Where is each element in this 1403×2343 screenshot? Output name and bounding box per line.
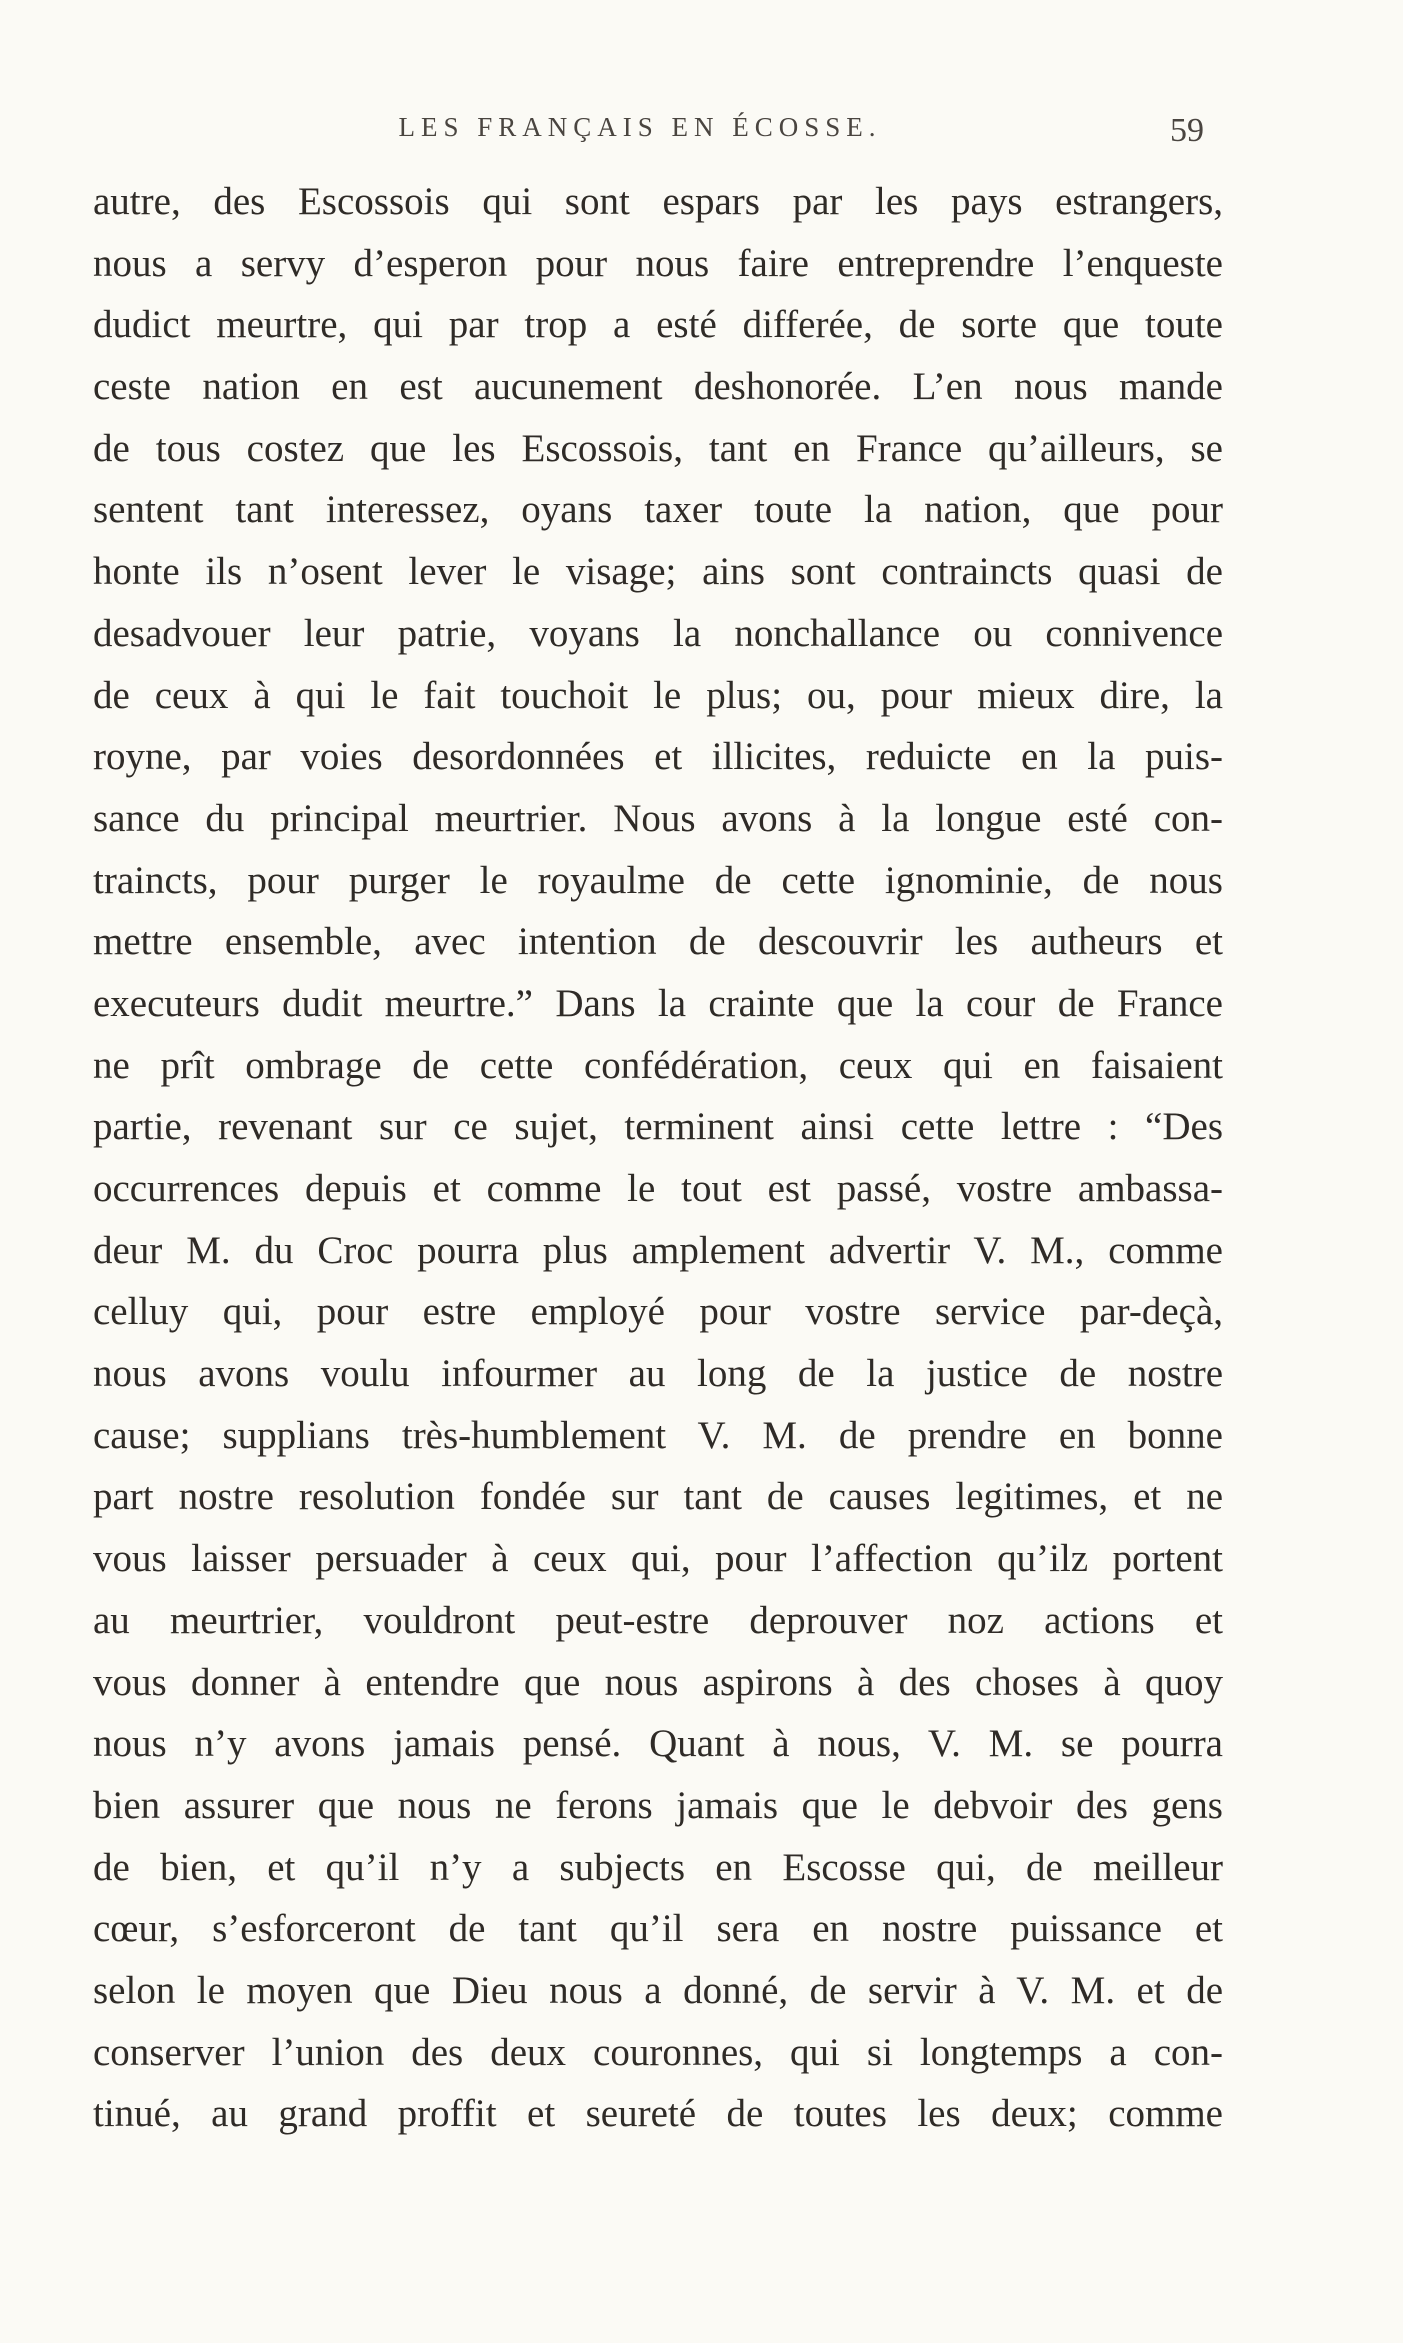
text-line: nous avons voulu infourmer au long de la justice de nostre <box>93 1352 1223 1396</box>
text-line: vous donner à entendre que nous aspirons à des choses à quoy <box>93 1660 1223 1704</box>
text-line: desadvouer leur patrie, voyans la nonchallance ou connivence <box>93 611 1223 655</box>
text-line: occurrences depuis et comme le tout est passé, vostre ambassa- <box>93 1167 1223 1210</box>
text-line: partie, revenant sur ce sujet, terminent ainsi cette lettre : “Des <box>93 1105 1223 1149</box>
body-text <box>93 171 1223 2145</box>
text-line: dudict meurtre, qui par trop a esté differée, de sorte que toute <box>93 303 1223 347</box>
text-line: de tous costez que les Escossois, tant en France qu’ailleurs, se <box>93 426 1223 470</box>
text-line: executeurs dudit meurtre.” Dans la crainte que la cour de France <box>93 981 1223 1025</box>
text-line: honte ils n’osent lever le visage; ains sont contraincts quasi de <box>93 550 1223 594</box>
text-line: ceste nation en est aucunement deshonorée. L’en nous mande <box>93 365 1223 409</box>
text-line: de ceux à qui le fait touchoit le plus; ou, pour mieux dire, la <box>93 673 1223 717</box>
text-line: au meurtrier, vouldront peut-estre deprouver noz actions et <box>93 1598 1223 1642</box>
text-line: sentent tant interessez, oyans taxer toute la nation, que pour <box>93 488 1223 532</box>
text-line: bien assurer que nous ne ferons jamais que le debvoir des gens <box>93 1783 1223 1827</box>
text-line: cause; supplians très-humblement V. M. de prendre en bonne <box>93 1413 1223 1457</box>
text-line: ne prît ombrage de cette confédération, ceux qui en faisaient <box>93 1043 1223 1087</box>
text-line: celluy qui, pour estre employé pour vostre service par-deçà, <box>93 1290 1223 1334</box>
text-line: mettre ensemble, avec intention de descouvrir les autheurs et <box>93 920 1223 964</box>
text-line: nous n’y avons jamais pensé. Quant à nous, V. M. se pourra <box>93 1722 1223 1766</box>
running-title: LES FRANÇAIS EN ÉCOSSE. <box>398 112 882 142</box>
text-line: de bien, et qu’il n’y a subjects en Escosse qui, de meilleur <box>93 1845 1223 1889</box>
text-line: tinué, au grand proffit et seureté de toutes les deux; comme <box>93 2092 1223 2136</box>
text-line: vous laisser persuader à ceux qui, pour l’affection qu’ilz portent <box>93 1537 1223 1581</box>
text-line: cœur, s’esforceront de tant qu’il sera en nostre puissance et <box>93 1907 1223 1951</box>
running-head <box>0 112 1403 152</box>
text-line: sance du principal meurtrier. Nous avons à la longue esté con- <box>93 796 1223 840</box>
text-line: royne, par voies desordonnées et illicites, reduicte en la puis- <box>93 735 1223 779</box>
text-line: traincts, pour purger le royaulme de cette ignominie, de nous <box>93 858 1223 902</box>
text-line: deur M. du Croc pourra plus amplement advertir V. M., comme <box>93 1228 1223 1272</box>
text-line: nous a servy d’esperon pour nous faire entreprendre l’enqueste <box>93 241 1223 285</box>
page-number: 59 <box>1170 112 1204 149</box>
text-line: autre, des Escossois qui sont espars par les pays estrangers, <box>93 180 1223 223</box>
text-line: part nostre resolution fondée sur tant de causes legitimes, et ne <box>93 1475 1223 1519</box>
text-line: selon le moyen que Dieu nous a donné, de servir à V. M. et de <box>93 1968 1223 2012</box>
text-line: conserver l’union des deux couronnes, qui si longtemps a con- <box>93 2030 1223 2074</box>
